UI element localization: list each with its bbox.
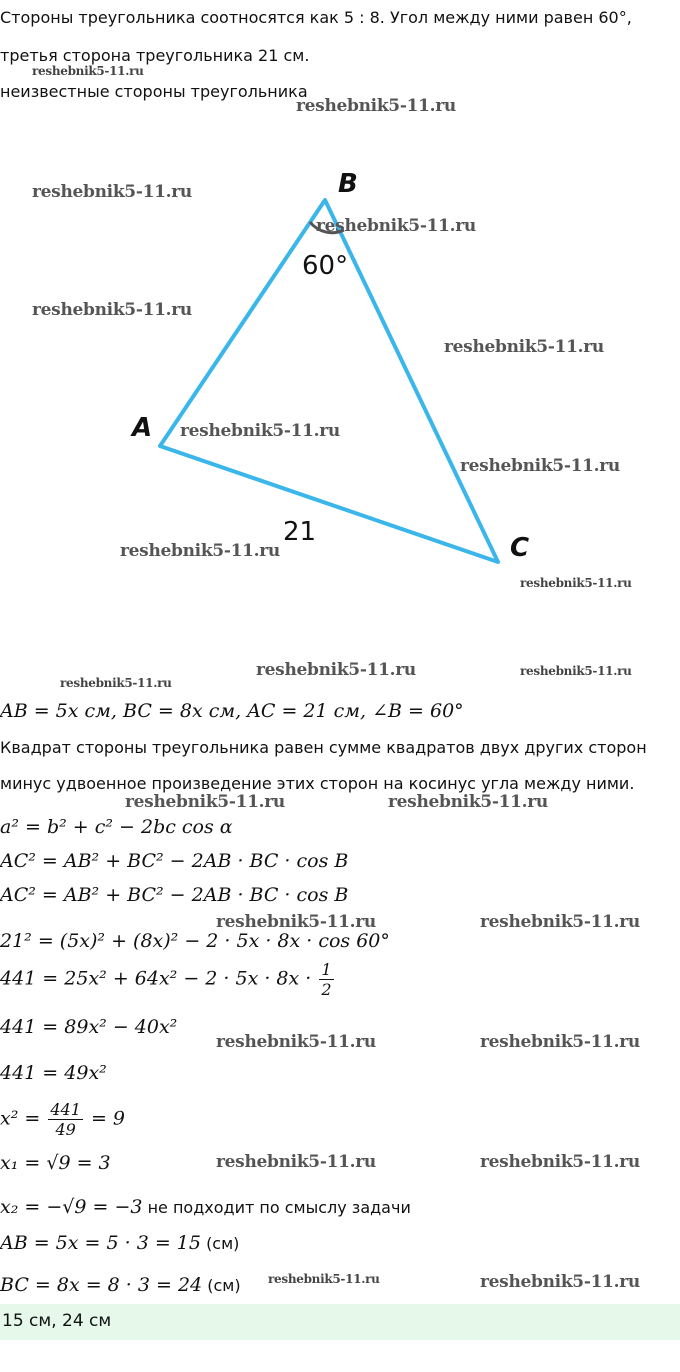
vertex-b-label: B (338, 169, 358, 199)
equation-10 (0, 1196, 411, 1218)
equation-12 (0, 1274, 241, 1296)
equation-2: AC² = AB² + BC² − 2AB · BC · cos B (0, 850, 349, 872)
rule-line-2: минус удвоенное произведение этих сторон на косинус угла между ними. (0, 774, 635, 793)
equation-8-left: x² = (0, 1107, 41, 1130)
equation-8 (0, 1100, 125, 1139)
watermark: reshebnik5-11.ru (256, 660, 416, 680)
equation-11-unit: (см) (206, 1234, 240, 1253)
watermark: reshebnik5-11.ru (460, 456, 620, 476)
fraction-denominator: 2 (321, 980, 332, 999)
fraction-441-49 (48, 1100, 83, 1139)
fraction-numerator: 1 (321, 960, 332, 979)
watermark: reshebnik5-11.ru (520, 664, 632, 678)
watermark: reshebnik5-11.ru (480, 1272, 640, 1292)
watermark: reshebnik5-11.ru (480, 1152, 640, 1172)
watermark: reshebnik5-11.ru (180, 421, 340, 441)
rule-line-1: Квадрат стороны треугольника равен сумме квадратов двух других сторон (0, 738, 647, 757)
fraction-denominator: 49 (55, 1120, 76, 1139)
watermark: reshebnik5-11.ru (388, 792, 548, 812)
equation-10-text: не подходит по смыслу задачи (147, 1198, 411, 1217)
watermark: reshebnik5-11.ru (32, 182, 192, 202)
watermark: reshebnik5-11.ru (32, 300, 192, 320)
watermark: reshebnik5-11.ru (32, 64, 144, 78)
equation-4: 21² = (5x)² + (8x)² − 2 · 5x · 8x · cos 60° (0, 930, 390, 952)
watermark: reshebnik5-11.ru (216, 1032, 376, 1052)
equation-9: x₁ = √9 = 3 (0, 1152, 111, 1174)
equation-8-right: = 9 (90, 1107, 125, 1130)
equation-3: AC² = AB² + BC² − 2AB · BC · cos B (0, 884, 349, 906)
side-ac-label: 21 (283, 517, 317, 547)
fraction-half (319, 960, 333, 999)
fraction-numerator: 441 (50, 1100, 81, 1119)
answer-text: 15 см, 24 см (2, 1311, 112, 1331)
problem-line-2: третья сторона треугольника 21 см. (0, 46, 310, 65)
equation-12-math: BC = 8x = 8 · 3 = 24 (0, 1274, 203, 1296)
watermark: reshebnik5-11.ru (216, 912, 376, 932)
watermark: reshebnik5-11.ru (60, 676, 172, 690)
equation-5 (0, 960, 336, 999)
watermark: reshebnik5-11.ru (480, 1032, 640, 1052)
equation-12-unit: (см) (207, 1276, 241, 1295)
equation-6: 441 = 89x² − 40x² (0, 1016, 178, 1038)
watermark: reshebnik5-11.ru (268, 1272, 380, 1286)
angle-label: 60° (302, 251, 349, 281)
problem-line-1: Стороны треугольника соотносятся как 5 : 8. Угол между ними равен 60°, (0, 8, 632, 27)
watermark: reshebnik5-11.ru (296, 96, 456, 116)
equation-1: a² = b² + c² − 2bc cos α (0, 816, 233, 838)
watermark: reshebnik5-11.ru (520, 576, 632, 590)
watermark: reshebnik5-11.ru (125, 792, 285, 812)
watermark: reshebnik5-11.ru (480, 912, 640, 932)
equation-7: 441 = 49x² (0, 1062, 107, 1084)
watermark: reshebnik5-11.ru (216, 1152, 376, 1172)
given-values: AB = 5x см, BC = 8x см, AC = 21 см, ∠B = 60° (0, 700, 464, 722)
watermark: reshebnik5-11.ru (444, 337, 604, 357)
vertex-c-label: C (510, 533, 530, 563)
equation-11-math: AB = 5x = 5 · 3 = 15 (0, 1232, 201, 1254)
vertex-a-label: A (132, 413, 153, 443)
answer-box (0, 1304, 680, 1340)
equation-10-math: x₂ = −√9 = −3 (0, 1196, 143, 1218)
watermark: reshebnik5-11.ru (120, 541, 280, 561)
watermark: reshebnik5-11.ru (316, 216, 476, 236)
equation-5-left: 441 = 25x² + 64x² − 2 · 5x · 8x · (0, 967, 312, 990)
equation-11 (0, 1232, 239, 1254)
problem-line-3: неизвестные стороны треугольника (0, 82, 308, 101)
